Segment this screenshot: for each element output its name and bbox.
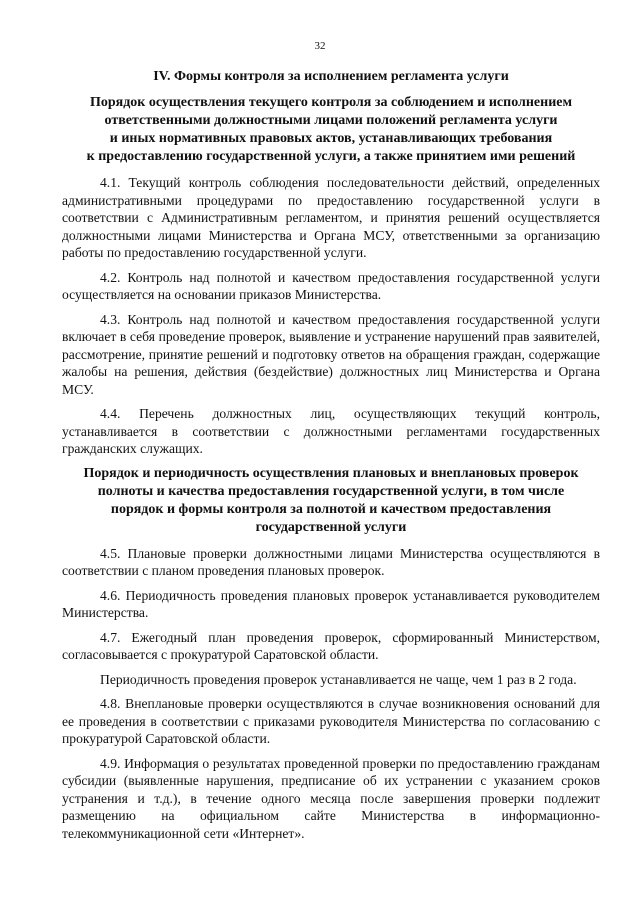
paragraph-4-8: 4.8. Внеплановые проверки осуществляются в случае возникновения оснований для ее проведения в соответствии с приказами руководителя Министерства по согласованию с прокуратурой Саратовской области. bbox=[62, 696, 600, 746]
subsection-1-title-line: и иных нормативных правовых актов, устанавливающих требования bbox=[109, 131, 553, 146]
document-body bbox=[62, 68, 600, 849]
paragraph-4-2: 4.2. Контроль над полнотой и качеством предоставления государственной услуги осуществляется на основании приказов Министерства. bbox=[62, 269, 600, 302]
paragraph-4-7-continued: Периодичность проведения проверок устанавливается не чаще, чем 1 раз в 2 года. bbox=[100, 671, 577, 687]
paragraph-4-1: 4.1. Текущий контроль соблюдения последовательности действий, определенных административными процедурами по предоставлению государственной услуги в соответствии с Административным регламентом, и принятия решений осуществляется должностными лицами Министерства и Органа МСУ, ответственными за организацию работы по предоставлению государственной услуги. bbox=[62, 175, 600, 260]
subsection-1-title bbox=[62, 94, 600, 166]
subsection-2-title-line: полноты и качества предоставления государственной услуги, в том числе bbox=[97, 483, 565, 499]
paragraph-4-3: 4.3. Контроль над полнотой и качеством предоставления государственной услуги включает в себя проведение проверок, выявление и устранение нарушений прав заявителей, рассмотрение, принятие решений и подготовку ответов на обращения граждан, содержащие жалобы на решения, действия (бездействие) должностных лиц Министерства и Органа МСУ. bbox=[62, 311, 600, 397]
paragraph-4-5: 4.5. Плановые проверки должностными лицами Министерства осуществляются в соответствии с планом проведения плановых проверок. bbox=[62, 545, 600, 578]
section-title: IV. Формы контроля за исполнением регламента услуги bbox=[153, 69, 509, 84]
paragraph-4-4: 4.4. Перечень должностных лиц, осуществляющих текущий контроль, устанавливается в соответствии с должностными регламентами государственных гражданских служащих. bbox=[62, 406, 600, 456]
paragraph-4-7: 4.7. Ежегодный план проведения проверок, сформированный Министерством, согласовывается с прокуратурой Саратовской области. bbox=[62, 629, 600, 662]
subsection-1-title-line: ответственными должностными лицами положений регламента услуги bbox=[104, 113, 558, 128]
paragraph-4-9: 4.9. Информация о результатах проведенной проверки по предоставлению гражданам субсидии (выявленные нарушения, предписание об их устранении с указанием сроков устранения и т.д.), в течение одного месяца после завершения проверки подлежит размещению на официальном сайте Министерства в информационно-телекоммуникационной сети «Интернет». bbox=[62, 755, 600, 841]
subsection-2-title bbox=[62, 465, 600, 537]
subsection-2-title-line: государственной услуги bbox=[255, 519, 407, 535]
subsection-1-title-line: к предоставлению государственной услуги, а также принятием ими решений bbox=[86, 149, 576, 164]
page-number: 32 bbox=[314, 40, 326, 52]
paragraph-4-6: 4.6. Периодичность проведения плановых проверок устанавливается руководителем Министерства. bbox=[62, 587, 600, 620]
subsection-2-title-line: Порядок и периодичность осуществления плановых и внеплановых проверок bbox=[83, 465, 579, 481]
subsection-2-title-line: порядок и формы контроля за полнотой и качеством предоставления bbox=[110, 501, 552, 517]
subsection-1-title-line: Порядок осуществления текущего контроля за соблюдением и исполнением bbox=[89, 95, 573, 110]
